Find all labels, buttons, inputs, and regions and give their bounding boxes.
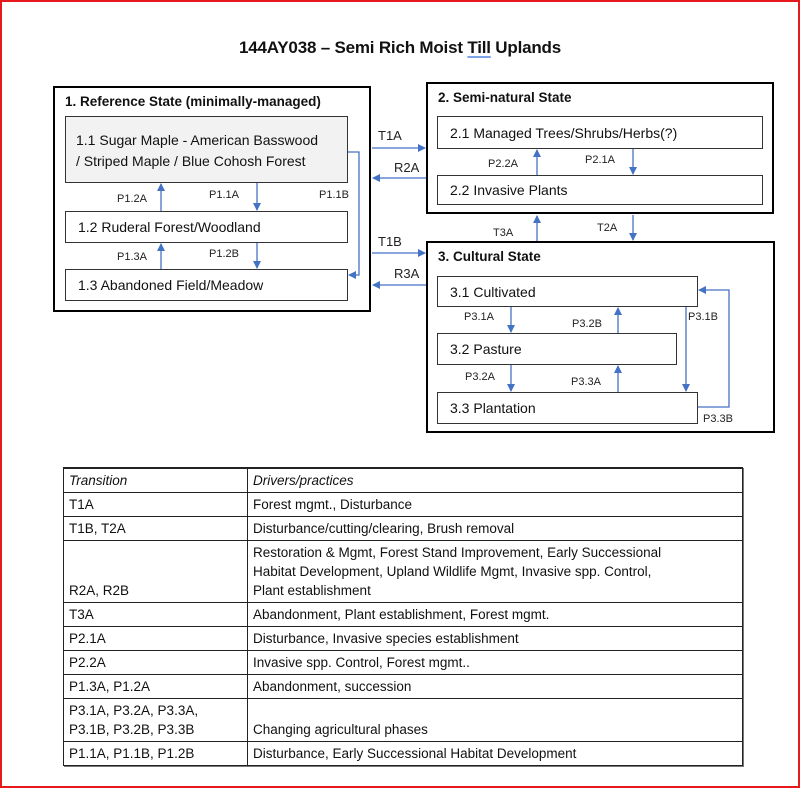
state-2-title: 2. Semi-natural State [438, 90, 572, 105]
title-suffix: Uplands [490, 38, 561, 57]
title-underlined-word: Till [467, 38, 491, 57]
phase-1-3-label: 1.3 Abandoned Field/Meadow [78, 277, 264, 293]
table-row [64, 541, 743, 603]
label-p1-3a: P1.3A [117, 251, 147, 263]
table-row [64, 627, 743, 651]
label-p3-1b: P3.1B [688, 311, 718, 323]
cell-transition: T1B, T2A [64, 517, 248, 541]
cell-drivers [248, 541, 743, 603]
phase-2-1 [437, 116, 763, 149]
phase-3-1 [437, 276, 698, 307]
cell-transition-line: P3.1A, P3.2A, P3.3A, [69, 703, 199, 718]
cell-drivers: Abandonment, succession [248, 675, 743, 699]
phase-2-2 [437, 175, 763, 205]
cell-transition-line: P3.1B, P3.2B, P3.3B [69, 722, 195, 737]
cell-transition: T3A [64, 603, 248, 627]
phase-1-1-line2: / Striped Maple / Blue Cohosh Forest [76, 153, 306, 169]
label-t2a: T2A [597, 222, 618, 234]
phase-2-2-label: 2.2 Invasive Plants [450, 182, 568, 198]
cell-drivers-line: Plant establishment [253, 583, 371, 598]
table-row [64, 675, 743, 699]
label-t1b: T1B [378, 234, 402, 249]
phase-3-3 [437, 392, 698, 424]
phase-1-2 [65, 211, 348, 243]
table-row [64, 603, 743, 627]
table-row [64, 493, 743, 517]
header-drivers: Drivers/practices [248, 468, 743, 493]
phase-1-2-label: 1.2 Ruderal Forest/Woodland [78, 219, 261, 235]
page-title [0, 38, 800, 58]
phase-1-1 [65, 116, 348, 183]
drivers-table [63, 467, 743, 766]
label-r3a: R3A [394, 266, 420, 281]
cell-drivers: Disturbance, Invasive species establishment [248, 627, 743, 651]
cell-drivers: Changing agricultural phases [248, 699, 743, 742]
table-row [64, 742, 743, 766]
label-p3-1a: P3.1A [464, 311, 494, 323]
table-row [64, 651, 743, 675]
cell-drivers: Abandonment, Plant establishment, Forest mgmt. [248, 603, 743, 627]
label-p3-3a: P3.3A [571, 376, 601, 388]
cell-transition: R2A, R2B [64, 541, 248, 603]
cell-transition: P1.3A, P1.2A [64, 675, 248, 699]
label-t1a: T1A [378, 128, 402, 143]
label-p3-2a: P3.2A [465, 371, 495, 383]
phase-3-2 [437, 333, 677, 365]
cell-drivers: Forest mgmt., Disturbance [248, 493, 743, 517]
cell-transition: P2.2A [64, 651, 248, 675]
label-p2-1a: P2.1A [585, 154, 615, 166]
cell-transition: P2.1A [64, 627, 248, 651]
table-row [64, 517, 743, 541]
label-p3-3b: P3.3B [703, 413, 733, 425]
phase-3-3-label: 3.3 Plantation [450, 400, 536, 416]
label-p1-1a: P1.1A [209, 189, 239, 201]
label-r2a: R2A [394, 160, 420, 175]
cell-drivers-line: Habitat Development, Upland Wildlife Mgmt, Invasive spp. Control, [253, 564, 652, 579]
cell-drivers: Invasive spp. Control, Forest mgmt.. [248, 651, 743, 675]
cell-transition: P1.1A, P1.1B, P1.2B [64, 742, 248, 766]
cell-drivers: Disturbance/cutting/clearing, Brush removal [248, 517, 743, 541]
label-t3a: T3A [493, 227, 514, 239]
phase-2-1-label: 2.1 Managed Trees/Shrubs/Herbs(?) [450, 124, 678, 141]
state-3-title: 3. Cultural State [438, 249, 541, 264]
label-p1-2b: P1.2B [209, 248, 239, 260]
cell-drivers: Disturbance, Early Successional Habitat Development [248, 742, 743, 766]
title-text: 144AY038 – Semi Rich Moist [239, 38, 468, 57]
label-p2-2a: P2.2A [488, 158, 518, 170]
phase-3-1-label: 3.1 Cultivated [450, 283, 536, 300]
cell-transition [64, 699, 248, 742]
cell-drivers-line: Restoration & Mgmt, Forest Stand Improvement, Early Successional [253, 545, 662, 560]
state-1-title: 1. Reference State (minimally-managed) [65, 94, 321, 109]
table-header-row [64, 468, 743, 493]
phase-1-3 [65, 269, 348, 301]
table-row [64, 699, 743, 742]
phase-3-2-label: 3.2 Pasture [450, 341, 522, 357]
header-transition: Transition [64, 468, 248, 493]
label-p1-2a: P1.2A [117, 193, 147, 205]
label-p3-2b: P3.2B [572, 318, 602, 330]
phase-1-1-line1: 1.1 Sugar Maple - American Basswood [76, 132, 319, 148]
label-p1-1b: P1.1B [319, 189, 349, 201]
cell-transition: T1A [64, 493, 248, 517]
